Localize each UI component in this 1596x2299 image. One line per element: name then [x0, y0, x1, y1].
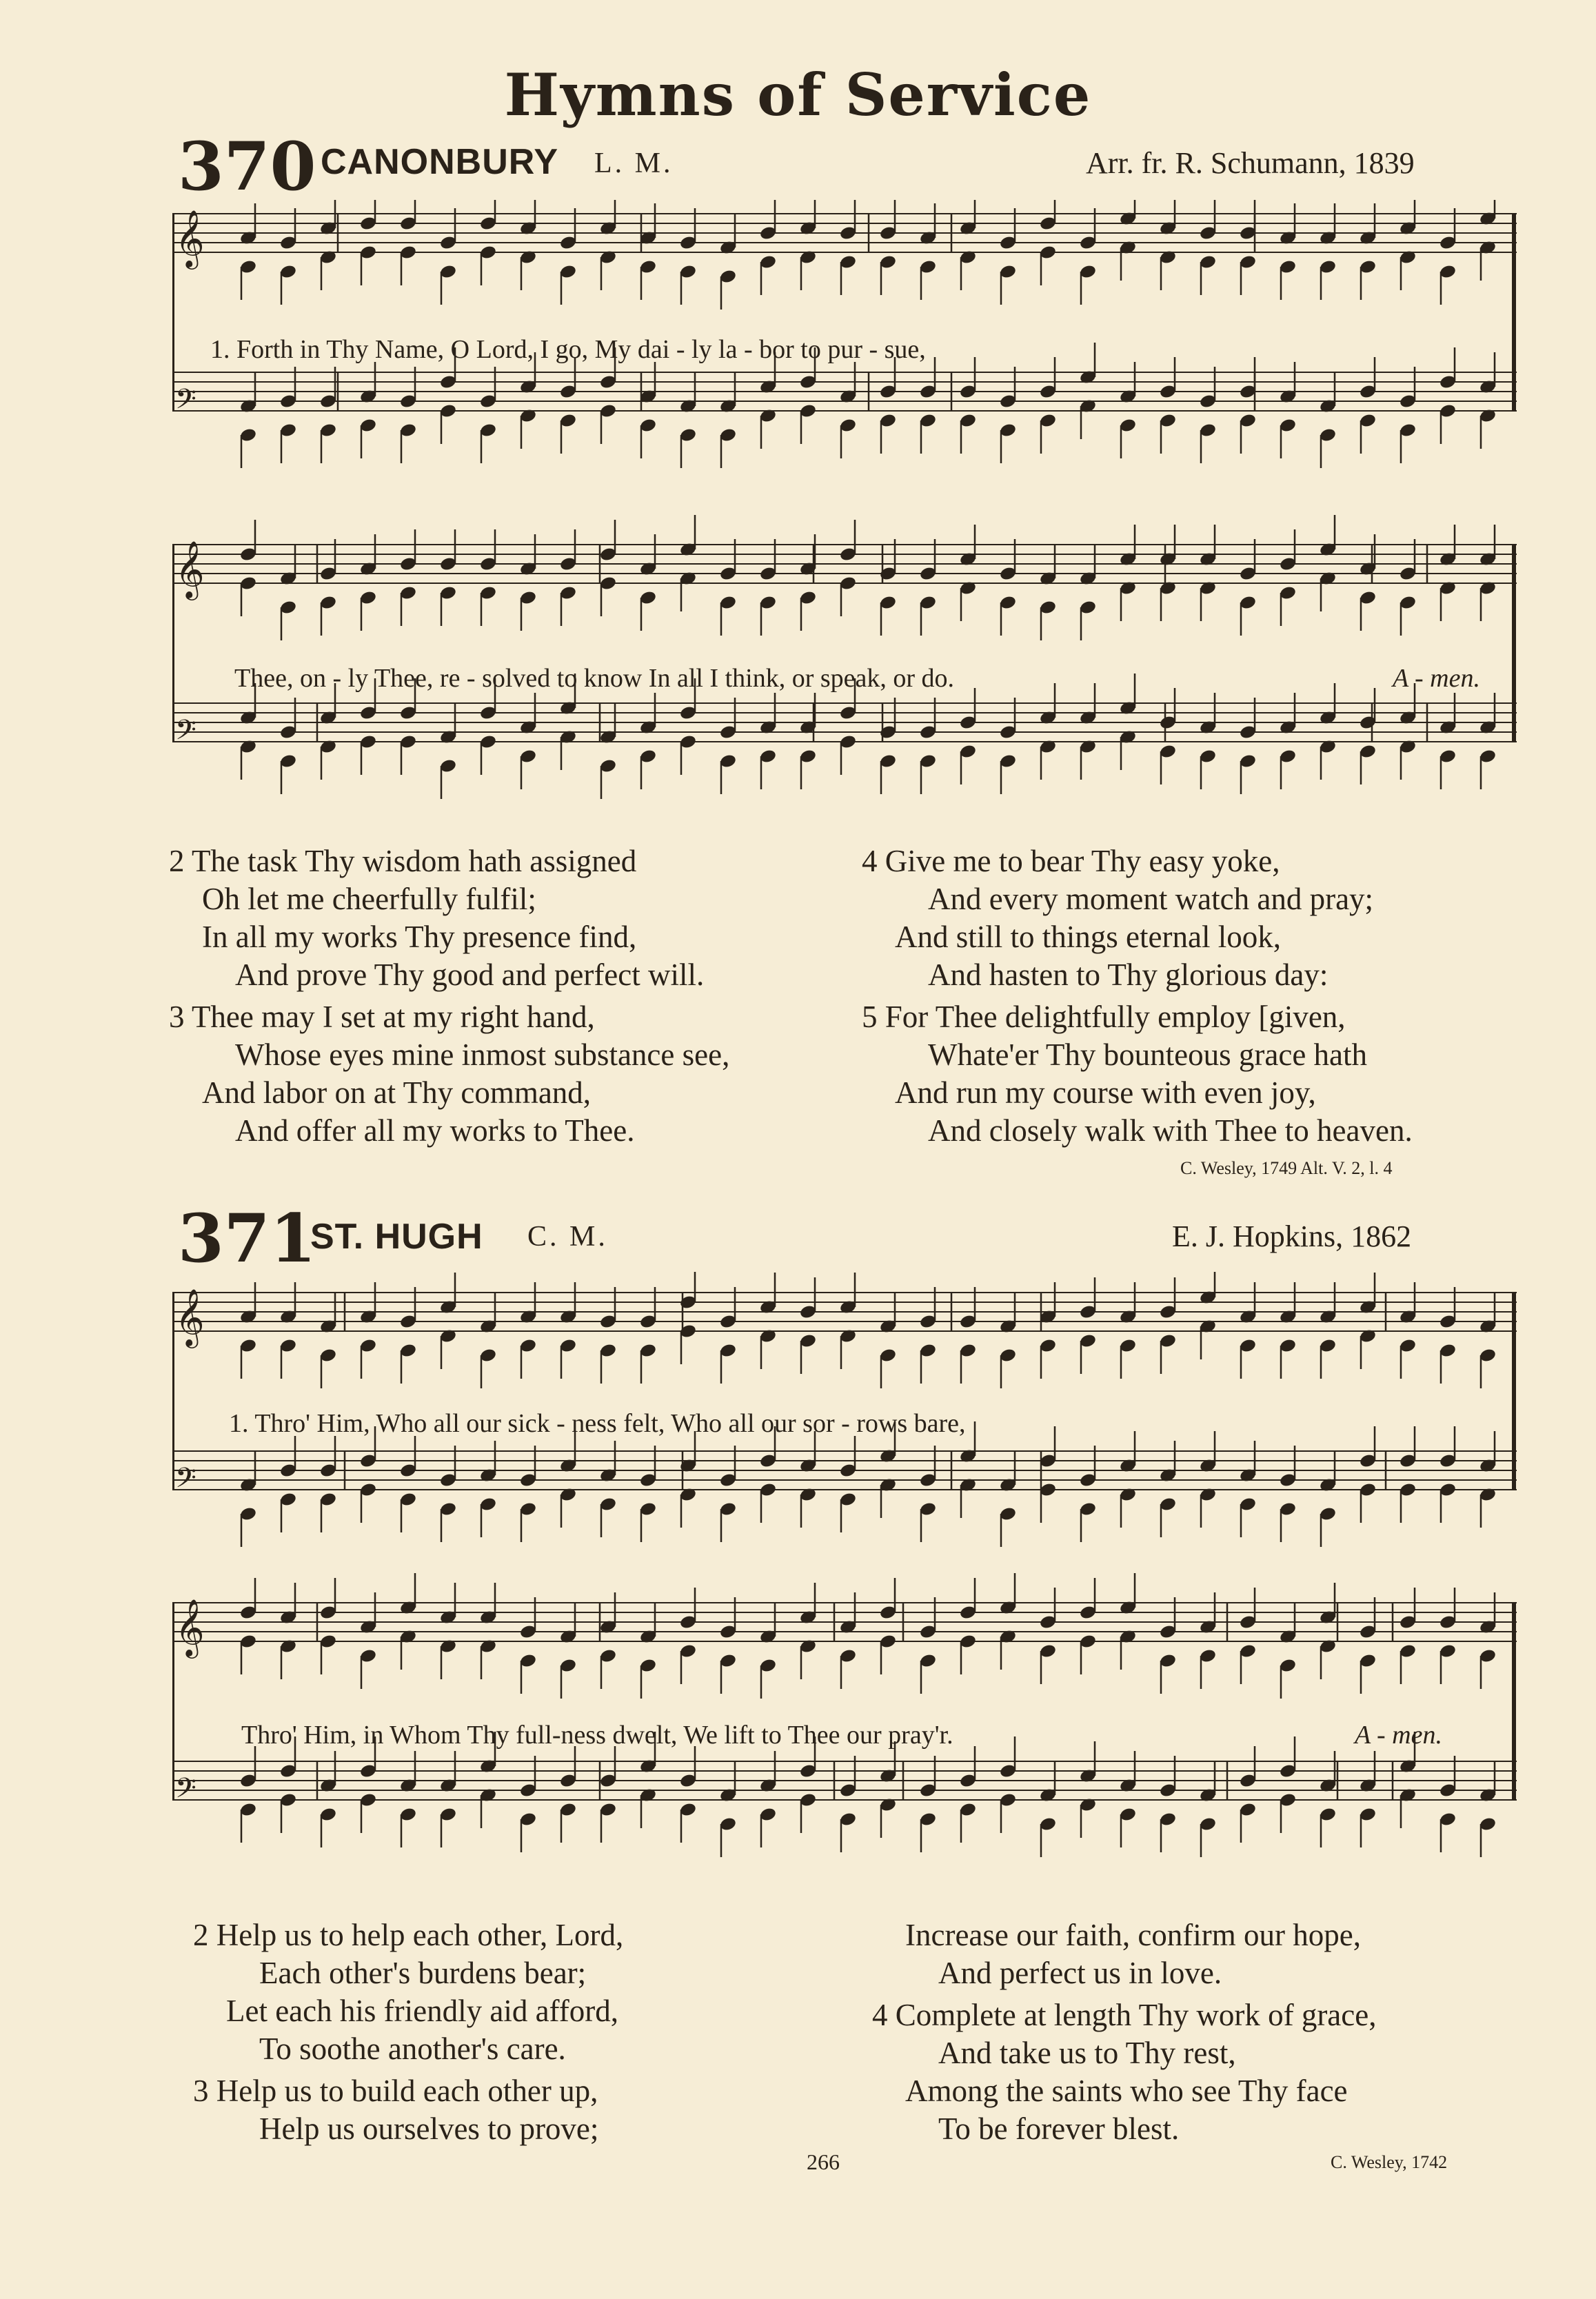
verse-line: The task Thy wisdom hath assigned: [191, 844, 637, 878]
amen: A - men.: [1393, 664, 1480, 693]
section-title: Hymns of Service: [504, 61, 1092, 129]
verse-line: For Thee delightfully employ [given,: [885, 1000, 1346, 1034]
verse-number: 4: [862, 844, 878, 878]
hymn-371-score: [172, 1272, 1517, 1892]
verses-left: [169, 842, 729, 1150]
verse-line: Complete at length Thy work of grace,: [895, 1998, 1377, 2032]
svg-text:𝄢: 𝄢: [175, 714, 196, 753]
verse-line: And labor on at Thy command,: [202, 1075, 592, 1110]
hymn-370-score: [172, 200, 1517, 834]
meter: L. M.: [594, 148, 674, 179]
page-number: 266: [807, 2149, 840, 2174]
verse-line: And still to things eternal look,: [895, 920, 1281, 954]
verse-line: In all my works Thy presence find,: [202, 920, 637, 954]
svg-text:𝄢: 𝄢: [175, 1462, 196, 1501]
verse-line: Let each his friendly aid afford,: [226, 1994, 618, 2028]
verse-line: Each other's burdens bear;: [259, 1956, 587, 1990]
lyric-line-1: 1. Thro' Him, Who all our sick - ness felt, Who all our sor - rows bare,: [229, 1409, 966, 1438]
verse-line: And offer all my works to Thee.: [235, 1113, 635, 1148]
verse-line: Thee may I set at my right hand,: [191, 1000, 595, 1034]
verse-line: And every moment watch and pray;: [928, 882, 1374, 916]
music-staves: [172, 200, 1517, 834]
composer: E. J. Hopkins, 1862: [1172, 1219, 1412, 1253]
verses-left: [193, 1916, 623, 2148]
lyric-line-1: 1. Forth in Thy Name, O Lord, I go, My dai - ly la - bor to pur - sue,: [210, 335, 926, 364]
lyric-line-2: Thee, on - ly Thee, re - solved to know In all I think, or speak, or do.: [234, 664, 955, 693]
verse-line: Whose eyes mine inmost substance see,: [235, 1037, 730, 1072]
verse-number: 2: [169, 844, 185, 878]
svg-text:𝄢: 𝄢: [175, 383, 196, 422]
verse-line: To be forever blest.: [938, 2111, 1180, 2146]
verse-number: 2: [193, 1918, 209, 1952]
verse-line: To soothe another's care.: [259, 2032, 566, 2066]
verse-line: Help us to help each other, Lord,: [216, 1918, 624, 1952]
verse-line: And closely walk with Thee to heaven.: [928, 1113, 1413, 1148]
lyric-line-2: Thro' Him, in Whom Thy full-ness dwelt, We lift to Thee our pray'r.: [241, 1721, 953, 1750]
verse-line: And prove Thy good and perfect will.: [235, 958, 705, 992]
attribution: C. Wesley, 1749 Alt. V. 2, l. 4: [1180, 1158, 1393, 1178]
svg-text:𝄞: 𝄞: [175, 540, 205, 598]
verse-line: Increase our faith, confirm our hope,: [905, 1918, 1361, 1952]
hymn-number: 371: [178, 1199, 316, 1277]
attribution: C. Wesley, 1742: [1331, 2152, 1448, 2172]
verse-number: 3: [193, 2074, 209, 2108]
verses-right: [872, 1916, 1376, 2148]
meter: C. M.: [527, 1221, 608, 1253]
verse-line: And perfect us in love.: [938, 1956, 1222, 1990]
svg-text:𝄞: 𝄞: [175, 1288, 205, 1346]
verse-line: Oh let me cheerfully fulfil;: [202, 882, 536, 916]
verse-line: And run my course with even joy,: [895, 1075, 1316, 1110]
hymn-370-header: [0, 128, 1596, 210]
hymn-371-header: [0, 1199, 1596, 1282]
verse-line: Help us to build each other up,: [216, 2074, 598, 2108]
verse-line: Whate'er Thy bounteous grace hath: [928, 1037, 1368, 1072]
tune-name: ST. HUGH: [310, 1217, 483, 1257]
verse-line: And hasten to Thy glorious day:: [928, 958, 1329, 992]
composer: Arr. fr. R. Schumann, 1839: [1086, 146, 1415, 180]
music-staves: [172, 1272, 1517, 1892]
verses-right: [862, 842, 1413, 1150]
hymn-number: 370: [178, 128, 316, 205]
svg-text:𝄞: 𝄞: [175, 1598, 205, 1656]
verse-number: 5: [862, 1000, 878, 1034]
verse-line: And take us to Thy rest,: [938, 2036, 1236, 2070]
tune-name: CANONBURY: [321, 142, 559, 182]
svg-text:𝄞: 𝄞: [175, 209, 205, 267]
verse-line: Help us ourselves to prove;: [259, 2111, 599, 2146]
verse-line: Give me to bear Thy easy yoke,: [885, 844, 1280, 878]
verse-number: 4: [872, 1998, 888, 2032]
amen: A - men.: [1355, 1721, 1442, 1750]
verse-line: Among the saints who see Thy face: [905, 2074, 1348, 2108]
svg-text:𝄢: 𝄢: [175, 1772, 196, 1811]
verse-number: 3: [169, 1000, 185, 1034]
